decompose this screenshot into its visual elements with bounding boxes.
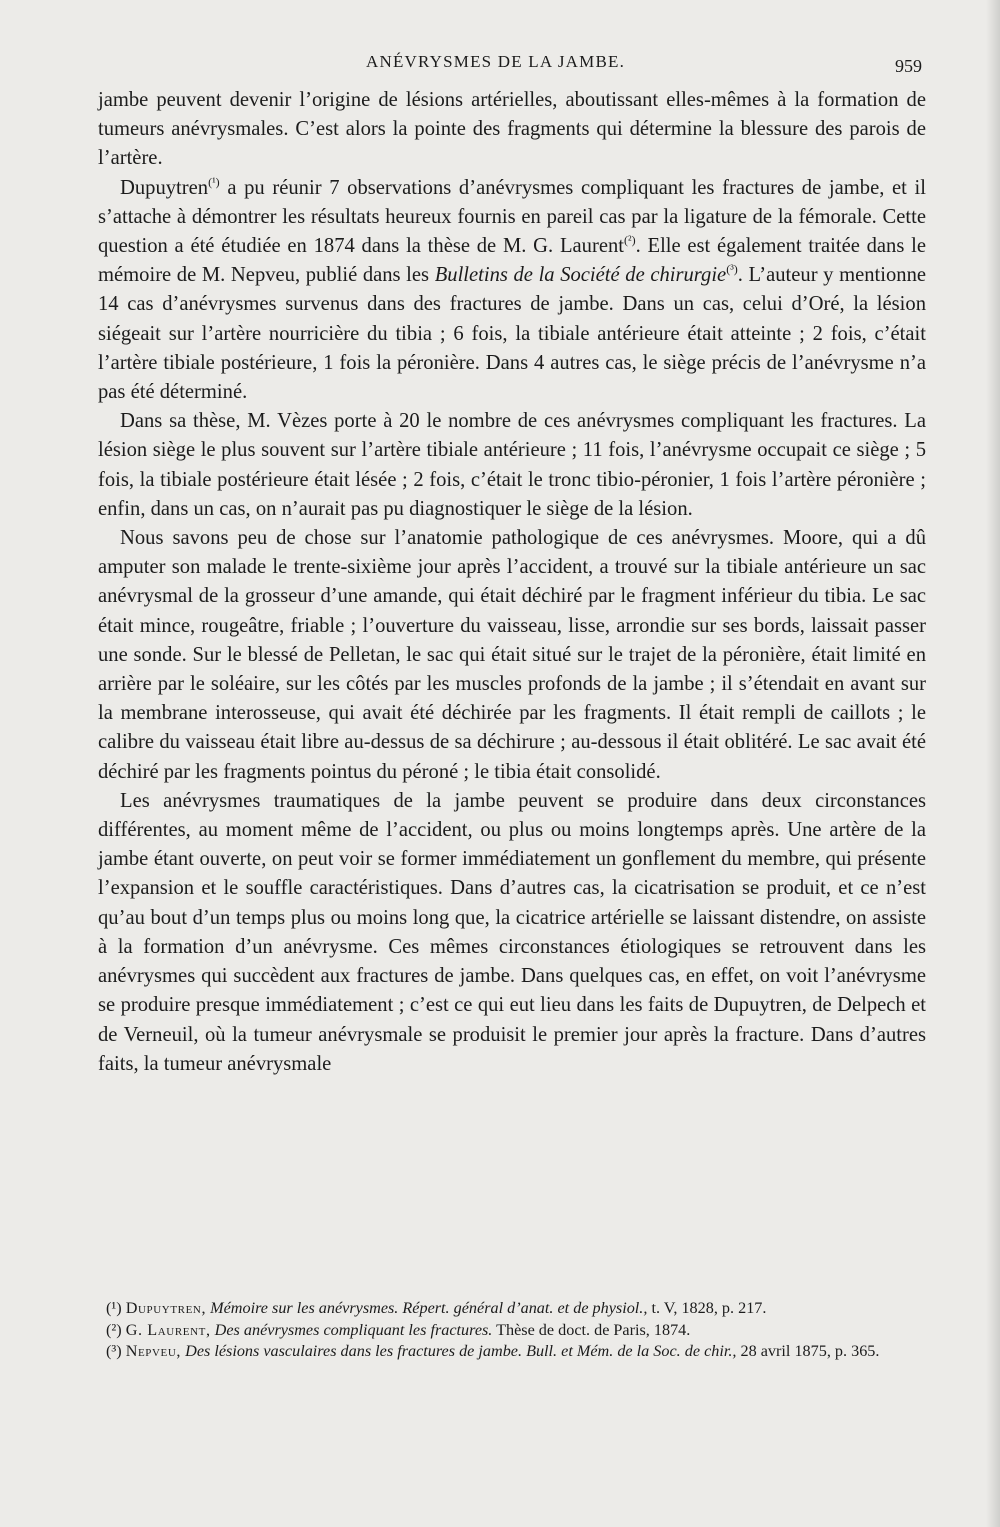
footnote-ref-3: (³) [726, 262, 738, 277]
body-text [98, 86, 926, 1079]
paragraph-3: Dans sa thèse, M. Vèzes porte à 20 le nombre de ces anévrysmes compliquant les fractures. La lésion siège le plus souvent sur l’artère tibiale antérieure ; 11 fois, l’anévrysme occupait ce siège ; 5 fois, la tibiale postérieure était lésée ; 2 fois, c’était le tronc tibio-péronier, 1 fois l’artère péronière ; enfin, dans un cas, on n’aurait pas pu diagnostiquer le siège de la lésion. [98, 410, 926, 520]
footnote-1 [88, 1298, 918, 1320]
footnote-3-author: Nepveu, [125, 1342, 182, 1360]
paragraph-2-text-a: Dupuytren [120, 176, 209, 199]
footnotes [88, 1298, 918, 1363]
footnote-2 [88, 1320, 918, 1342]
footnote-2-mark: (²) [106, 1320, 122, 1339]
paragraph-2-text-c: . Elle est également traitée dans le mémoire de M. Nepveu, publié dans les [98, 235, 926, 287]
footnote-3-title: Des lésions vasculaires dans les fractures de jambe. Bull. et Mém. de la Soc. de chir., [185, 1342, 737, 1360]
journal-title: Bulletins de la Société de chirurgie [434, 264, 727, 287]
footnote-ref-1: (¹) [208, 174, 220, 189]
footnote-2-title: Des anévrysmes compliquant les fractures. [214, 1320, 493, 1339]
paragraph-2 [98, 174, 926, 408]
footnote-ref-2: (²) [623, 233, 636, 248]
footnote-3-mark: (³) [106, 1342, 122, 1360]
footnote-1-mark: (¹) [106, 1299, 122, 1317]
running-title: ANÉVRYSMES DE LA JAMBE. [366, 52, 626, 71]
paragraph-2-text-d: . L’auteur y mentionne 14 cas d’anévrysmes survenus dans des fractures de jambe. Dans un cas, celui d’Oré, la lésion siégeait sur l’artère nourricière du tibia ; 6 fois, la tibiale antérieure était atteinte ; 2 fois, c’était l’artère tibiale postérieure, 1 fois la péronière. Dans 4 autres cas, le siège précis de l’anévrysme n’a pas été déterminé. [98, 264, 927, 404]
footnote-2-author: G. Laurent, [125, 1320, 211, 1339]
paragraph-1: jambe peuvent devenir l’origine de lésions artérielles, aboutissant elles-mêmes à la formation de tumeurs anévrysmales. C’est alors la pointe des fragments qui détermine la blessure des parois de l’artère. [98, 89, 926, 170]
footnote-1-author: Dupuytren, [125, 1299, 207, 1317]
page-number: 959 [895, 56, 922, 76]
footnote-3-rest: 28 avril 1875, p. 365. [736, 1342, 880, 1360]
footnote-1-title: Mémoire sur les anévrysmes. Répert. général d’anat. et de physiol., [210, 1299, 648, 1317]
paragraph-4: Nous savons peu de chose sur l’anatomie pathologique de ces anévrysmes. Moore, qui a dû amputer son malade le trente-sixième jour après l’accident, a trouvé sur la tibiale antérieure un sac anévrysmal de la grosseur d’une amande, qui était déchiré par le fragment inférieur du tibia. Le sac était mince, rougeâtre, friable ; l’ouverture du vaisseau, lisse, arrondie sur ses bords, laissait passer une sonde. Sur le blessé de Pelletan, le sac qui était situé sur le trajet de la péronière, était limité en arrière par le soléaire, sur les côtés par les muscles profonds de la jambe ; il s’étendait en avant sur la membrane interosseuse, qui avait été déchirée par les fragments. Il était rempli de caillots ; le calibre du vaisseau était libre au-dessus de sa déchirure ; au-dessous il était oblitéré. Le sac avait été déchiré par les fragments pointus du péroné ; le tibia était consolidé. [98, 527, 926, 783]
footnote-2-rest: Thèse de doct. de Paris, 1874. [492, 1320, 691, 1339]
running-header [0, 52, 1000, 78]
paragraph-2-text-b: a pu réunir 7 observations d’anévrysmes compliquant les fractures de jambe, et il s’attache à démontrer les résultats heureux fournis en pareil cas par la ligature de la fémorale. Cette question a été étudiée en 1874 dans la thèse de M. G. Laurent [98, 176, 926, 258]
page-edge-shadow [986, 0, 1000, 1527]
paragraph-5: Les anévrysmes traumatiques de la jambe peuvent se produire dans deux circonstances différentes, au moment même de l’accident, ou plus ou moins longtemps après. Une artère de la jambe étant ouverte, on peut voir se former immédiatement un gonflement du membre, qui présente l’expansion et le souffle caractéristiques. Dans d’autres cas, la cicatrisation se produit, et ce n’est qu’au bout d’un temps plus ou moins long que, la cicatrice artérielle se laissant distendre, on assiste à la formation d’un anévrysme. Ces mêmes circonstances étiologiques se retrouvent dans les anévrysmes qui succèdent aux fractures de jambe. Dans quelques cas, en effet, on voit l’anévrysme se produire presque immédiatement ; c’est ce qui eut lieu dans les faits de Dupuytren, de Delpech et de Verneuil, où la tumeur anévrysmale se produisit le premier jour après la fracture. Dans d’autres faits, la tumeur anévrysmale [98, 789, 926, 1075]
footnote-1-rest: t. V, 1828, p. 217. [647, 1299, 767, 1317]
footnote-3 [88, 1341, 918, 1363]
